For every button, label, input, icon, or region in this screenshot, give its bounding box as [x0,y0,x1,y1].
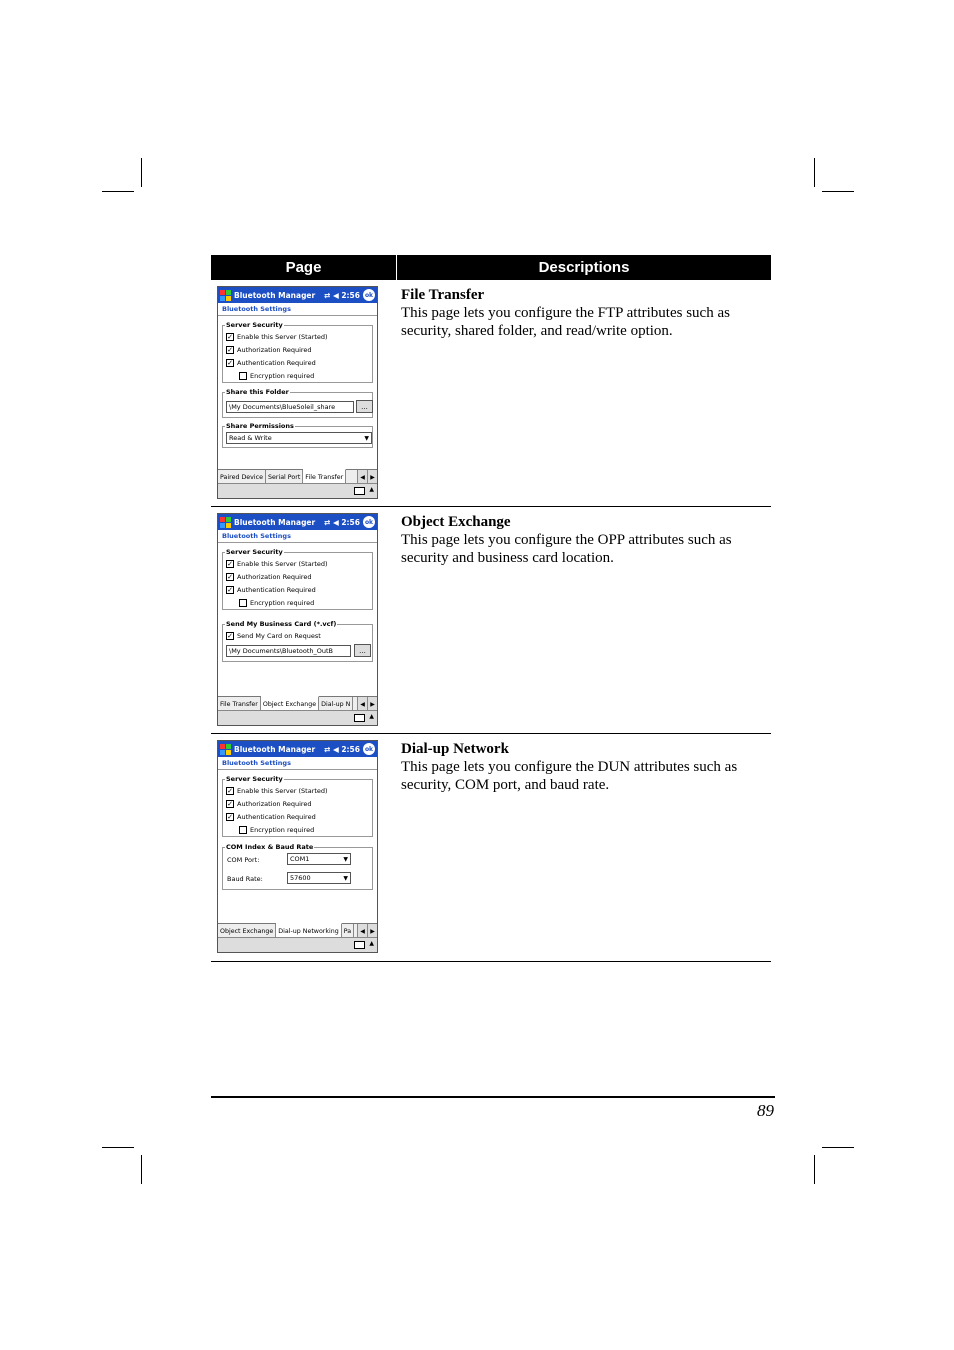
checkbox-label: Enable this Server (Started) [237,786,328,795]
checkbox-label: Authorization Required [237,345,312,354]
title-bar [218,514,377,530]
header-descriptions: Descriptions [538,259,630,276]
checkbox-unchecked [239,372,247,380]
select-value: 57600 [290,874,311,882]
server-security-group [222,548,373,610]
tab-left-arrow-icon[interactable]: ◀ [357,924,367,938]
checkbox-checked: ✓ [227,345,233,354]
tab-file-transfer[interactable]: File Transfer [218,697,261,711]
group-label: Share this Folder [226,388,289,396]
encryption-checkbox[interactable] [226,596,372,609]
baud-rate-label: Baud Rate: [227,875,263,883]
encryption-checkbox[interactable] [226,369,372,382]
screenshot-object-exchange [217,513,378,726]
ok-button[interactable]: ok [363,516,375,528]
group-label: Send My Business Card (*.vcf) [226,620,337,628]
checkbox-checked: ✓ [227,572,233,581]
crop-mark [102,191,134,192]
crop-mark [141,1155,142,1184]
checkbox-checked: ✓ [227,799,233,808]
connectivity-icon: ⇄ [324,290,331,300]
tab-right-arrow-icon[interactable]: ▶ [367,697,377,711]
checkbox-label: Authorization Required [237,572,312,581]
row-description [401,513,766,567]
tab-object-exchange[interactable]: Object Exchange [261,696,319,711]
menu-bar [218,710,377,725]
tab-paired-device[interactable]: Paired Device [218,470,266,484]
checkbox-checked: ✓ [227,332,233,341]
authentication-checkbox[interactable] [226,583,372,596]
checkbox-checked: ✓ [227,786,233,795]
authorization-checkbox[interactable] [226,797,372,810]
checkbox-checked: ✓ [227,559,233,568]
business-card-group [222,620,373,662]
connectivity-icon: ⇄ [324,517,331,527]
row-text: This page lets you configure the FTP attributes such as security, shared folder, and read/write option. [401,305,730,339]
authentication-checkbox[interactable] [226,356,372,369]
tab-strip [218,469,377,484]
authorization-checkbox[interactable] [226,570,372,583]
app-title: Bluetooth Manager [234,290,316,300]
com-baud-group [222,843,373,890]
ok-button[interactable]: ok [363,743,375,755]
page-number: 89 [757,1101,774,1120]
checkbox-label: Authentication Required [237,585,316,594]
crop-mark [814,1155,815,1184]
checkbox-label: Encryption required [250,371,315,380]
keyboard-icon[interactable] [354,941,365,949]
row-title: Dial-up Network [401,741,509,757]
volume-icon: ◀ [332,744,339,754]
clock: 2:56 [341,744,360,754]
enable-server-checkbox[interactable] [226,557,372,570]
table-row [211,507,771,734]
dropdown-arrow-icon: ▼ [343,875,348,882]
checkbox-checked: ✓ [227,358,233,367]
windows-logo-icon [220,517,231,528]
windows-logo-icon [220,744,231,755]
encryption-checkbox[interactable] [226,823,372,836]
sip-up-arrow-icon[interactable]: ▲ [369,713,374,720]
tab-strip [218,696,377,711]
server-security-group [222,321,373,383]
crop-mark [822,1147,854,1148]
menu-bar [218,483,377,498]
tab-object-exchange[interactable]: Object Exchange [218,924,276,938]
checkbox-checked: ✓ [227,631,233,640]
title-bar [218,287,377,303]
row-title: File Transfer [401,287,485,303]
crop-mark [102,1147,134,1148]
browse-button[interactable]: ... [356,400,373,413]
share-folder-field[interactable]: \My Documents\BlueSoleil_share [226,401,354,413]
select-value: Read & Write [229,434,272,442]
sub-title: Bluetooth Settings [218,530,377,543]
volume-icon: ◀ [332,517,339,527]
screenshot-file-transfer [217,286,378,499]
keyboard-icon[interactable] [354,487,365,495]
authentication-checkbox[interactable] [226,810,372,823]
share-permissions-select[interactable] [226,432,372,444]
crop-mark [822,191,854,192]
checkbox-label: Encryption required [250,598,315,607]
screenshot-dial-up-network [217,740,378,953]
tab-left-arrow-icon[interactable]: ◀ [357,697,367,711]
baud-rate-select[interactable] [287,872,351,884]
group-label: Share Permissions [226,422,294,430]
tab-dial-up-networking[interactable]: Dial-up Networking [276,923,342,938]
checkbox-label: Encryption required [250,825,315,834]
table-row [211,734,771,962]
dropdown-arrow-icon: ▼ [343,856,348,863]
enable-server-checkbox[interactable] [226,784,372,797]
volume-icon: ◀ [332,290,339,300]
com-port-select[interactable] [287,853,351,865]
sub-title: Bluetooth Settings [218,757,377,770]
clock: 2:56 [341,517,360,527]
tab-serial-port[interactable]: Serial Port [266,470,303,484]
checkbox-label: Authentication Required [237,812,316,821]
ok-button[interactable]: ok [363,289,375,301]
row-text: This page lets you configure the DUN attributes such as security, COM port, and baud rate. [401,759,738,793]
table-header [211,255,771,280]
checkbox-label: Send My Card on Request [237,631,321,640]
sip-up-arrow-icon[interactable]: ▲ [369,940,374,947]
tab-paired[interactable]: Pa [342,924,354,938]
checkbox-checked: ✓ [227,812,233,821]
connectivity-icon: ⇄ [324,744,331,754]
sip-up-arrow-icon[interactable]: ▲ [369,486,374,493]
com-port-label: COM Port: [227,856,260,864]
tab-right-arrow-icon[interactable]: ▶ [367,924,377,938]
group-label: Server Security [226,775,283,783]
dropdown-arrow-icon: ▼ [364,435,369,442]
checkbox-checked: ✓ [227,585,233,594]
table-row [211,280,771,507]
share-permissions-group [222,422,373,448]
crop-mark [141,158,142,187]
app-title: Bluetooth Manager [234,744,316,754]
group-label: Server Security [226,548,283,556]
row-description [401,286,766,340]
authorization-checkbox[interactable] [226,343,372,356]
app-title: Bluetooth Manager [234,517,316,527]
send-card-checkbox[interactable] [226,629,372,642]
group-label: Server Security [226,321,283,329]
clock: 2:56 [341,290,360,300]
checkbox-label: Authentication Required [237,358,316,367]
row-text: This page lets you configure the OPP attributes such as security and business card location. [401,532,732,566]
checkbox-label: Enable this Server (Started) [237,332,328,341]
windows-logo-icon [220,290,231,301]
footer-rule [211,1096,775,1098]
crop-mark [814,158,815,187]
browse-button[interactable]: ... [354,644,371,657]
checkbox-unchecked [239,826,247,834]
tab-right-arrow-icon[interactable]: ▶ [367,470,377,484]
card-path-field[interactable]: \My Documents\Bluetooth_OutB [226,645,351,657]
title-bar [218,741,377,757]
checkbox-unchecked [239,599,247,607]
checkbox-label: Enable this Server (Started) [237,559,328,568]
menu-bar [218,937,377,952]
tab-left-arrow-icon[interactable]: ◀ [357,470,367,484]
tab-file-transfer[interactable]: File Transfer [303,469,346,484]
tab-dial-up[interactable]: Dial-up N [319,697,353,711]
group-label: COM Index & Baud Rate [226,843,314,851]
select-value: COM1 [290,855,310,863]
keyboard-icon[interactable] [354,714,365,722]
share-folder-group [222,388,373,418]
row-description [401,740,766,794]
checkbox-label: Authorization Required [237,799,312,808]
description-table [211,255,771,962]
server-security-group [222,775,373,837]
tab-strip [218,923,377,938]
row-title: Object Exchange [401,514,511,530]
sub-title: Bluetooth Settings [218,303,377,316]
header-page: Page [211,255,397,280]
enable-server-checkbox[interactable] [226,330,372,343]
